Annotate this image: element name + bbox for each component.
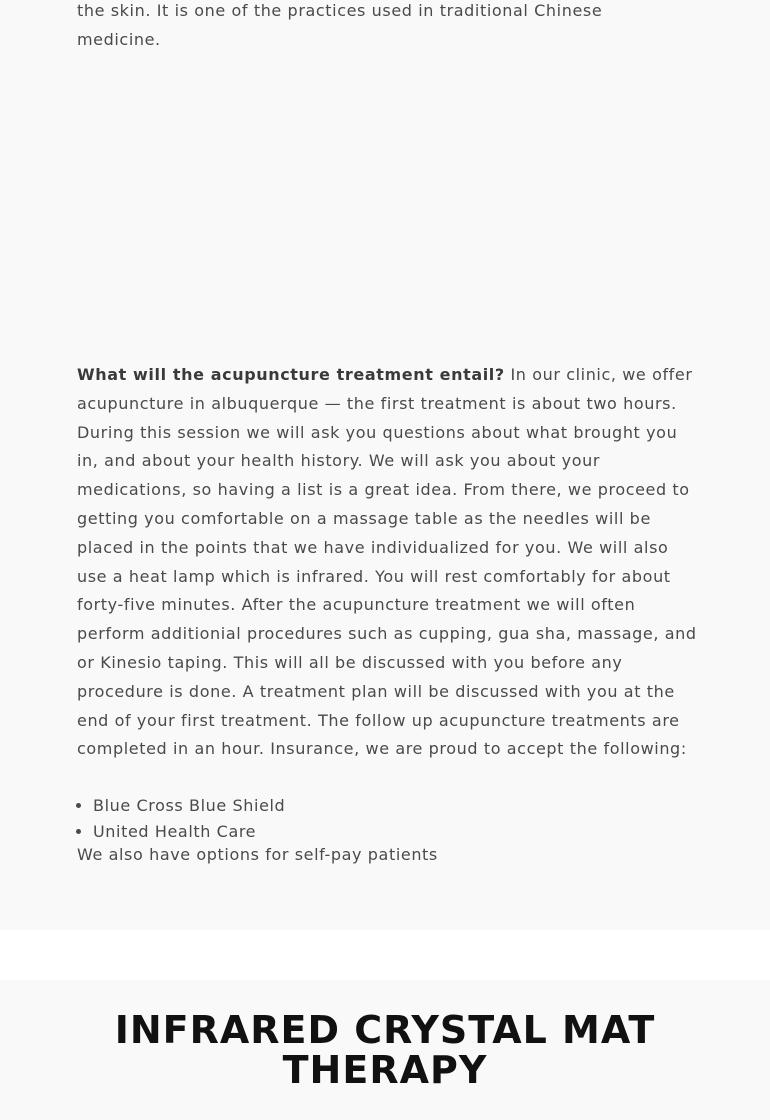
- list-item: • United Health Care: [93, 819, 285, 845]
- treatment-paragraph: [77, 361, 702, 764]
- intro-line-2: medicine.: [77, 30, 161, 49]
- treatment-question: What will the acupuncture treatment entail?: [77, 365, 505, 384]
- self-pay-note: We also have options for self-pay patients: [77, 845, 438, 864]
- section-divider: [0, 930, 770, 980]
- section-title: [0, 1010, 770, 1090]
- section-title-line-2: THERAPY: [282, 1048, 488, 1092]
- embedded-media-placeholder: [77, 70, 693, 340]
- intro-paragraph: [77, 0, 702, 54]
- insurance-list: [77, 793, 285, 845]
- treatment-answer: In our clinic, we offer acupuncture in albuquerque — the first treatment is about two hours. During this session we will ask you questions about what brought you in, and about your health history. We will ask you about your medications, so having a list is a great idea. From there, we proceed to getting you comfortable on a massage table as the needles will be placed in the points that we have individualized for you. We will also use a heat lamp which is infrared. You will rest comfortably for about forty-five minutes. After the acupuncture treatment we will often perform additionial procedures such as cupping, gua sha, massage, and or Kinesio taping. This will all be discussed with you before any procedure is done. A treatment plan will be discussed with you at the end of your first treatment. The follow up acupuncture treatments are completed in an hour. Insurance, we are proud to accept the following:: [77, 365, 697, 759]
- list-item: • Blue Cross Blue Shield: [93, 793, 285, 819]
- infrared-mat-section: [0, 980, 770, 1120]
- section-title-line-1: INFRARED CRYSTAL MAT: [114, 1008, 656, 1052]
- intro-line-1: the skin. It is one of the practices used in traditional Chinese: [77, 1, 603, 20]
